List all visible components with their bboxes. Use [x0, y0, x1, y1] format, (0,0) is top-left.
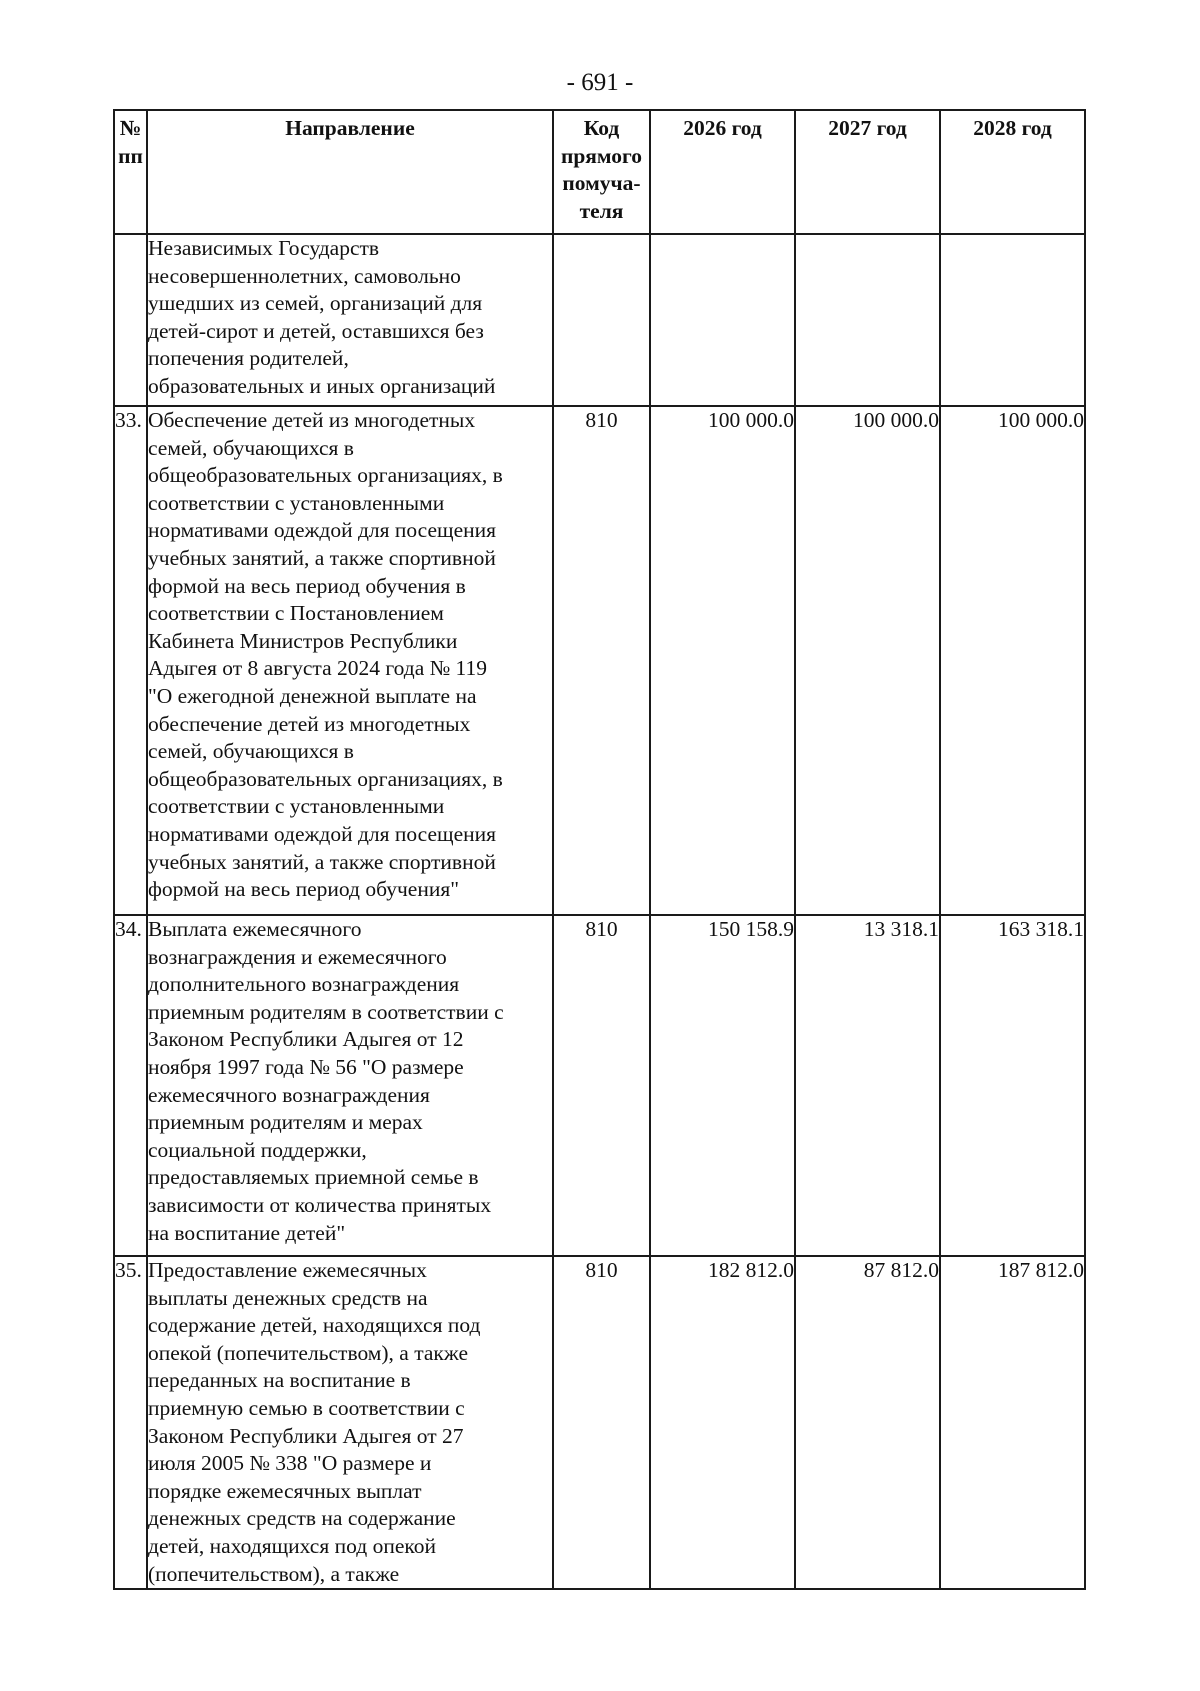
- row-amount-2028: [940, 234, 1085, 406]
- row-direction: Выплата ежемесячного вознаграждения и ежемесячного дополнительного вознаграждения приемным родителям в соответствии с Законом Республики Адыгея от 12 ноября 1997 года № 56 "О размере ежемесячного вознаграждения приемным родителям и мерах социальной поддержки, предоставляемых приемной семье в зависимости от количества принятых на воспитание детей": [147, 915, 553, 1256]
- table-row: [114, 234, 1085, 406]
- table-row: [114, 1256, 1085, 1589]
- header-2028: 2028 год: [940, 110, 1085, 234]
- page-number: - 691 -: [566, 69, 634, 96]
- row-number: 33.: [114, 406, 147, 915]
- row-amount-2026: [650, 234, 795, 406]
- row-code: 810: [553, 1256, 650, 1589]
- header-number: № пп: [114, 110, 147, 234]
- row-amount-2028: 187 812.0: [940, 1256, 1085, 1589]
- row-code: 810: [553, 915, 650, 1256]
- row-amount-2026: 150 158.9: [650, 915, 795, 1256]
- table-header-row: [114, 110, 1085, 234]
- row-direction: Предоставление ежемесячных выплаты денежных средств на содержание детей, находящихся под опекой (попечительством), а также переданных на воспитание в приемную семью в соответствии с Законом Республики Адыгея от 27 июля 2005 № 338 "О размере и порядке ежемесячных выплат денежных средств на содержание детей, находящихся под опекой (попечительством), а также: [147, 1256, 553, 1589]
- table-row: [114, 915, 1085, 1256]
- row-amount-2028: 163 318.1: [940, 915, 1085, 1256]
- table-row: [114, 406, 1085, 915]
- row-code: [553, 234, 650, 406]
- row-amount-2027: 100 000.0: [795, 406, 940, 915]
- budget-table: [113, 109, 1086, 1590]
- row-amount-2027: [795, 234, 940, 406]
- row-amount-2027: 13 318.1: [795, 915, 940, 1256]
- row-amount-2026: 182 812.0: [650, 1256, 795, 1589]
- row-code: 810: [553, 406, 650, 915]
- header-recipient-code: Код прямого помуча- теля: [553, 110, 650, 234]
- row-amount-2026: 100 000.0: [650, 406, 795, 915]
- row-amount-2028: 100 000.0: [940, 406, 1085, 915]
- header-2027: 2027 год: [795, 110, 940, 234]
- header-2026: 2026 год: [650, 110, 795, 234]
- row-direction: Обеспечение детей из многодетных семей, обучающихся в общеобразовательных организациях, в соответствии с установленными нормативами одеждой для посещения учебных занятий, а также спортивной формой на весь период обучения в соответствии с Постановлением Кабинета Министров Республики Адыгея от 8 августа 2024 года № 119 "О ежегодной денежной выплате на обеспечение детей из многодетных семей, обучающихся в общеобразовательных организациях, в соответствии с установленными нормативами одеждой для посещения учебных занятий, а также спортивной формой на весь период обучения": [147, 406, 553, 915]
- row-number: 35.: [114, 1256, 147, 1589]
- row-direction: Независимых Государств несовершеннолетних, самовольно ушедших из семей, организаций для детей-сирот и детей, оставшихся без попечения родителей, образовательных и иных организаций: [147, 234, 553, 406]
- header-direction: Направление: [147, 110, 553, 234]
- row-number: [114, 234, 147, 406]
- row-number: 34.: [114, 915, 147, 1256]
- row-amount-2027: 87 812.0: [795, 1256, 940, 1589]
